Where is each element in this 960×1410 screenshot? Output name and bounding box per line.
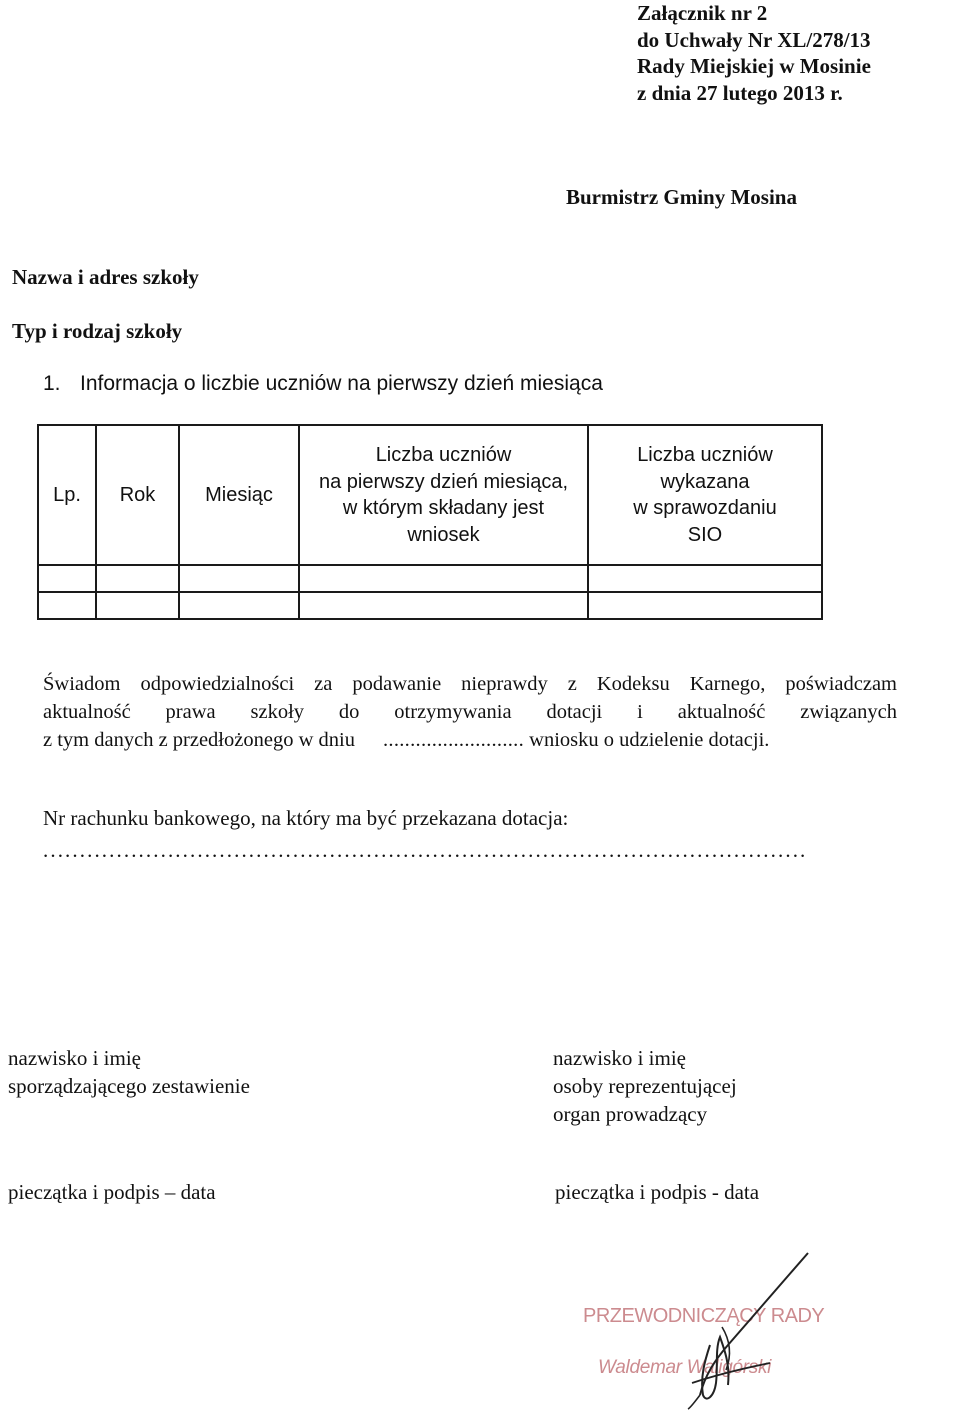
col-header-month: Miesiąc [179,425,299,565]
header-line-4: z dnia 27 lutego 2013 r. [637,80,843,105]
table-header-row [38,425,822,565]
statement-line-2: aktualność prawa szkoły do otrzymywania dotacji i aktualność związanych [43,701,897,723]
section-title: Informacja o liczbie uczniów na pierwszy dzień miesiąca [80,372,603,395]
table-cell[interactable] [96,565,179,592]
statement-text: wniosku o udzielenie dotacji. [529,729,770,751]
table-cell[interactable] [299,565,588,592]
bank-account-label: Nr rachunku bankowego, na który ma być przekazana dotacja: [43,806,569,830]
stamp-title: PRZEWODNICZĄCY RADY [583,1305,825,1327]
statement-line-3 [43,726,897,754]
table-cell[interactable] [299,592,588,619]
table-row [38,565,822,592]
header-text-line: SIO [687,523,723,546]
signature-label-line: organ prowadzący [553,1102,708,1126]
table-cell[interactable] [588,565,822,592]
table-cell[interactable] [96,592,179,619]
preparer-stamp-label: pieczątka i podpis – data [8,1180,216,1204]
header-text-line: wykazana [660,470,750,493]
col-header-count-sio [588,425,822,565]
table-cell[interactable] [38,592,96,619]
school-type-label: Typ i rodzaj szkoły [12,319,183,343]
table-cell[interactable] [179,592,299,619]
statement-line-1: Świadom odpowiedzialności za podawanie nieprawdy z Kodeksu Karnego, poświadczam [43,673,897,695]
handwritten-signature [670,1245,820,1410]
table-row [38,592,822,619]
signature-label-line: osoby reprezentującej [553,1074,737,1098]
header-line-1: Załącznik nr 2 [637,1,768,25]
declaration-statement [43,670,897,754]
table-cell[interactable] [179,565,299,592]
header-line-3: Rady Miejskiej w Mosinie [637,54,871,78]
header-text-line: w sprawozdaniu [633,497,777,519]
header-text-line: Liczba uczniów [375,444,512,466]
table-cell[interactable] [588,592,822,619]
header-text-line: w którym składany jest [342,497,545,519]
col-header-count-first-day [299,425,588,565]
header-text-line: wniosek [407,523,480,546]
signature-label-line: sporządzającego zestawienie [8,1074,250,1098]
col-header-lp: Lp. [38,425,96,565]
addressee: Burmistrz Gminy Mosina [566,185,797,209]
signature-label-line: nazwisko i imię [553,1046,686,1070]
school-name-label: Nazwa i adres szkoły [12,265,199,289]
header-text-line: Liczba uczniów [637,444,773,466]
date-blank[interactable]: .......................... [382,729,525,751]
signature-label-line: nazwisko i imię [8,1046,141,1070]
header-line-2: do Uchwały Nr XL/278/13 [637,27,871,52]
attachment-header [637,0,871,106]
header-text-line: na pierwszy dzień miesiąca, [319,470,568,493]
table-cell[interactable] [38,565,96,592]
statement-text: z tym danych z przedłożonego w dniu [43,729,355,751]
col-header-year: Rok [96,425,179,565]
section-number: 1. [43,372,61,395]
section-1-heading [43,372,603,396]
stamp-name: Waldemar Waligórski [598,1357,772,1378]
representative-signature-label [553,1044,737,1128]
preparer-signature-label [8,1044,250,1100]
representative-stamp-label: pieczątka i podpis - data [555,1180,760,1204]
students-table [37,424,823,620]
bank-account-blank[interactable]: ........................................................................................................ [43,838,808,862]
